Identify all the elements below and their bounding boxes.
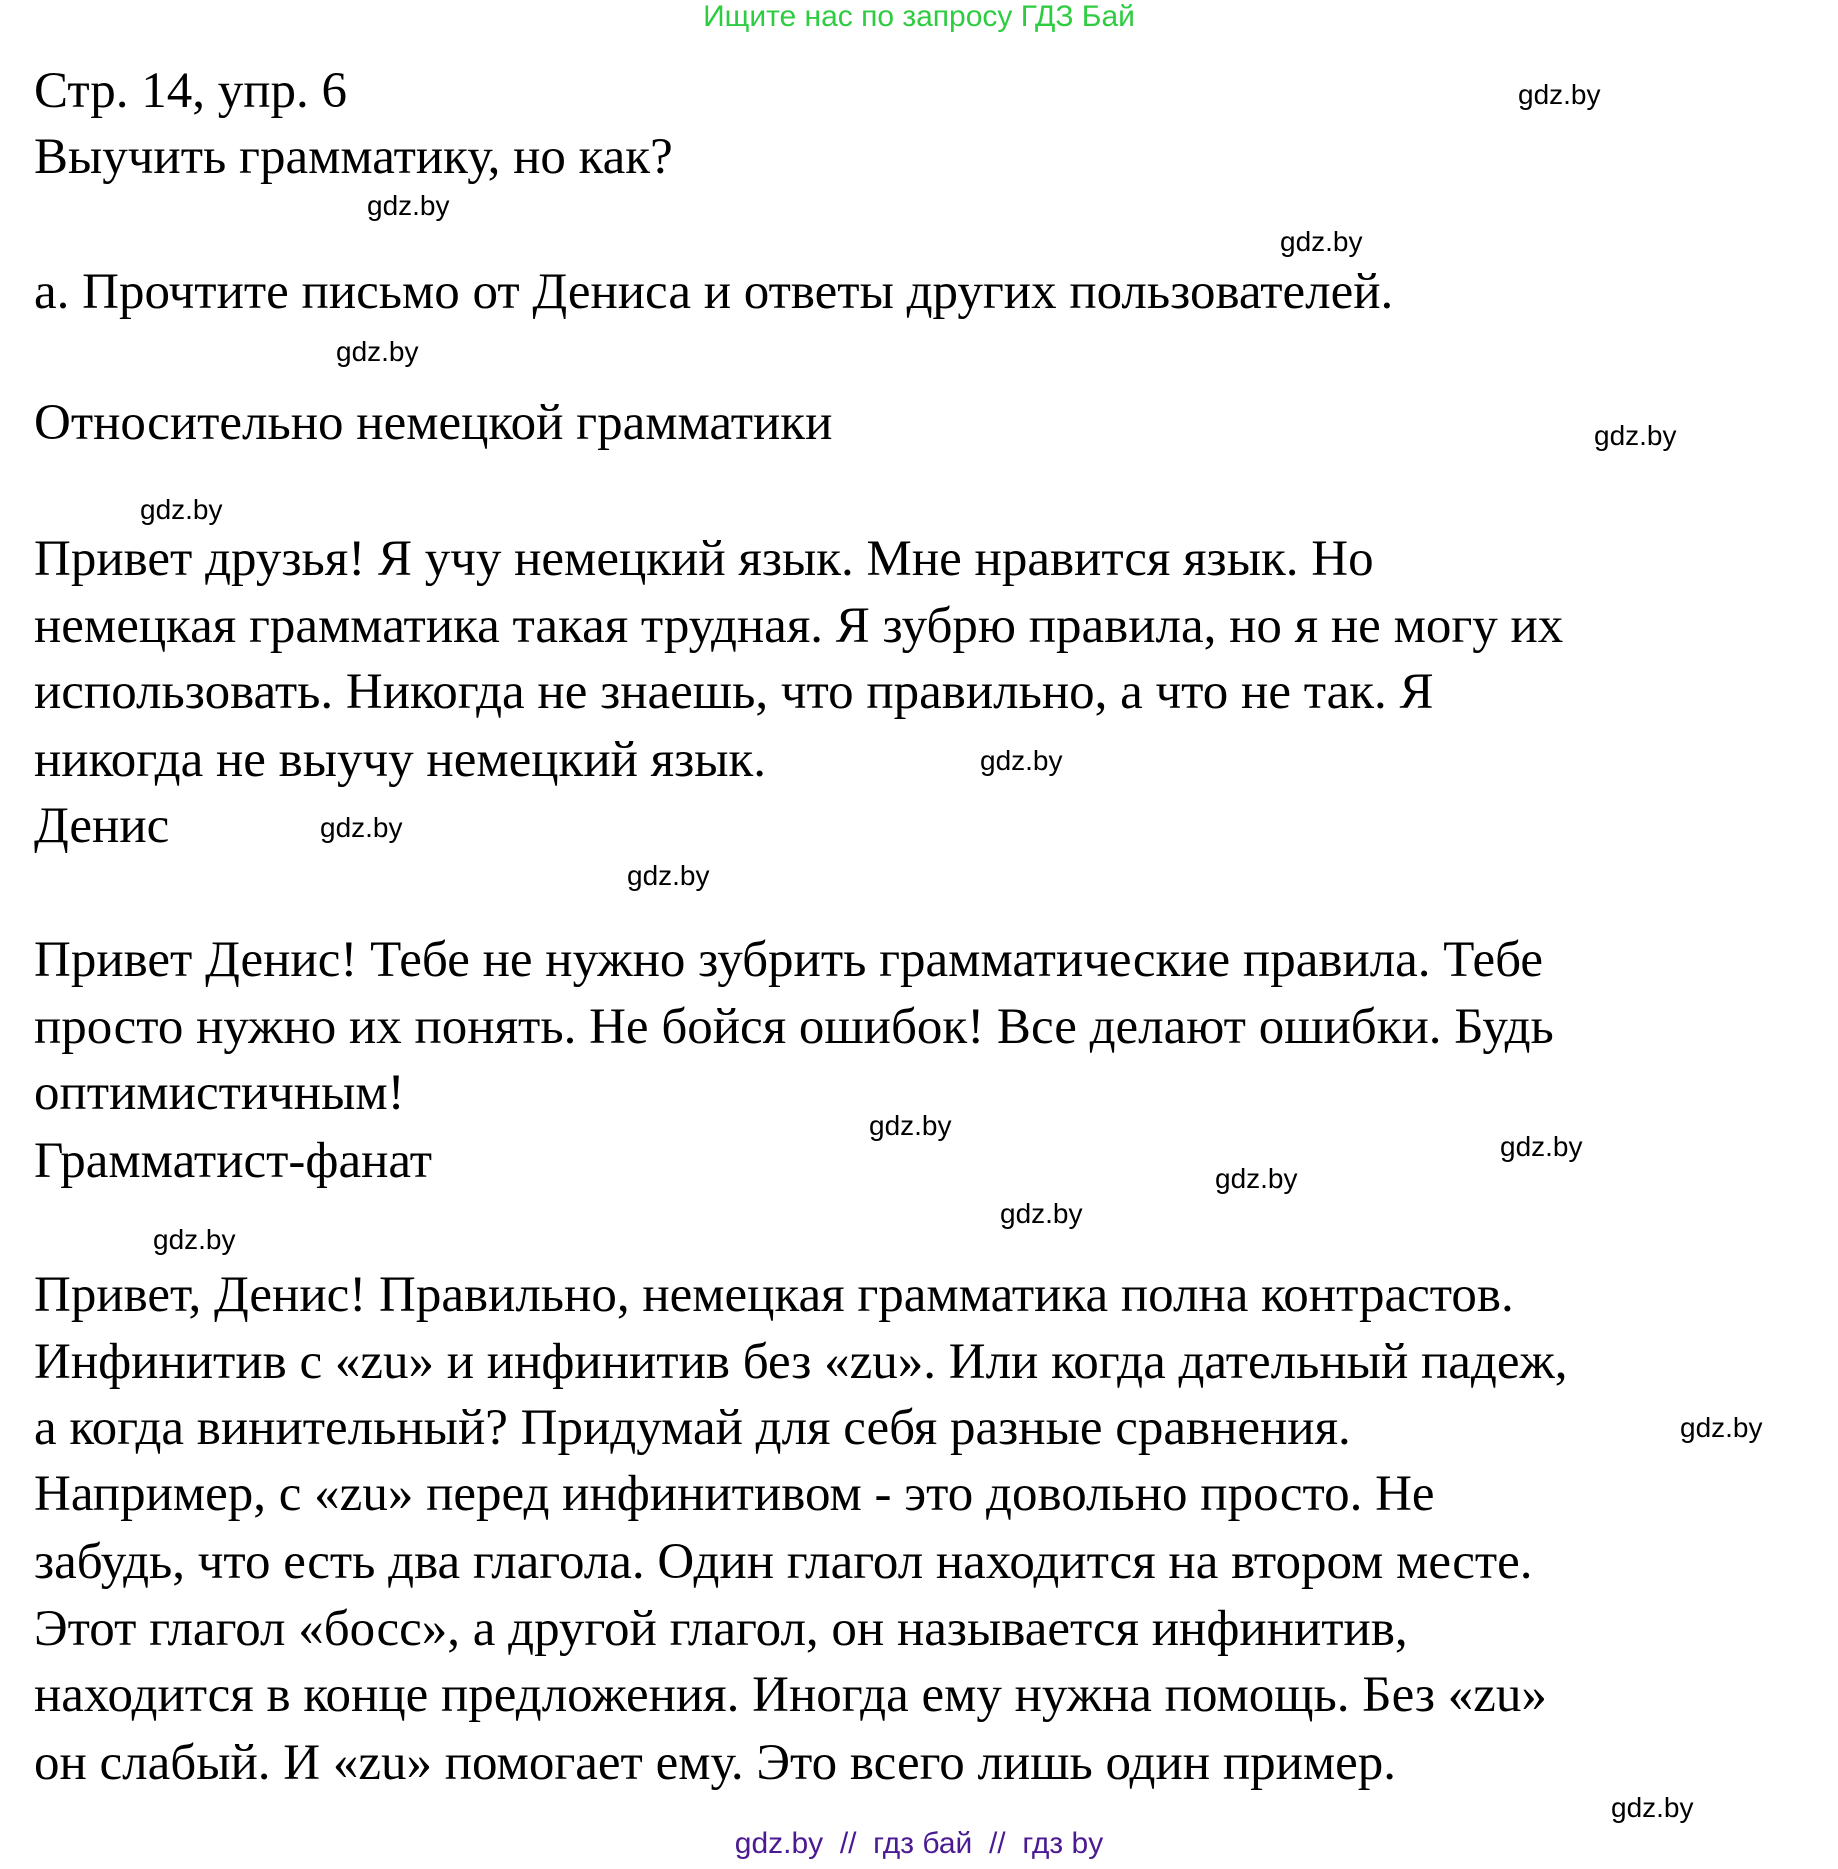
reply-line: он слабый. И «zu» помогает ему. Это всего лишь один пример. [34, 1735, 1397, 1791]
page-reference: Стр. 14, упр. 6 [34, 63, 348, 119]
reply-line: забудь, что есть два глагола. Один глагол находится на втором месте. [34, 1534, 1533, 1590]
reply-line: Привет Денис! Тебе не нужно зубрить грамматические правила. Тебе [34, 932, 1544, 988]
letter-line: никогда не выучу немецкий язык. [34, 732, 767, 788]
watermark: gdz.by [980, 745, 1063, 776]
task-text: а. Прочтите письмо от Дениса и ответы других пользователей. [34, 264, 1394, 320]
watermark: gdz.by [1518, 79, 1601, 110]
reply-line: Этот глагол «босс», а другой глагол, он называется инфинитив, [34, 1601, 1408, 1657]
reply-line: Привет, Денис! Правильно, немецкая грамматика полна контрастов. [34, 1267, 1514, 1323]
watermark: gdz.by [336, 336, 419, 367]
watermark: gdz.by [1500, 1131, 1583, 1162]
reply-line: просто нужно их понять. Не бойся ошибок! Все делают ошибки. Будь [34, 999, 1554, 1055]
letter-line: немецкая грамматика такая трудная. Я зубрю правила, но я не могу их [34, 598, 1564, 654]
reply-line: Инфинитив с «zu» и инфинитив без «zu». Или когда дательный падеж, [34, 1334, 1568, 1390]
reply-signature: Грамматист-фанат [34, 1133, 432, 1189]
watermark: gdz.by [1280, 226, 1363, 257]
letter-signature: Денис [34, 798, 170, 854]
reply-line: находится в конце предложения. Иногда ему нужна помощь. Без «zu» [34, 1667, 1547, 1723]
watermark: gdz.by [140, 494, 223, 525]
watermark: gdz.by [1000, 1198, 1083, 1229]
reply-line: оптимистичным! [34, 1065, 405, 1121]
watermark: gdz.by [320, 812, 403, 843]
footer-links[interactable]: gdz.by // гдз бай // гдз by [734, 1827, 1104, 1860]
watermark: gdz.by [367, 190, 450, 221]
reply-line: а когда винительный? Придумай для себя разные сравнения. [34, 1400, 1351, 1456]
watermark: gdz.by [869, 1110, 952, 1141]
letter-subject: Относительно немецкой грамматики [34, 395, 833, 451]
watermark: gdz.by [1611, 1792, 1694, 1823]
watermark: gdz.by [1594, 420, 1677, 451]
watermark: gdz.by [627, 860, 710, 891]
search-banner: Ищите нас по запросу ГДЗ Бай [703, 0, 1135, 33]
letter-line: использовать. Никогда не знаешь, что правильно, а что не так. Я [34, 664, 1434, 720]
watermark: gdz.by [153, 1224, 236, 1255]
letter-line: Привет друзья! Я учу немецкий язык. Мне нравится язык. Но [34, 531, 1374, 587]
watermark: gdz.by [1680, 1412, 1763, 1443]
page-title: Выучить грамматику, но как? [34, 129, 673, 185]
reply-line: Например, с «zu» перед инфинитивом - это довольно просто. Не [34, 1466, 1435, 1522]
watermark: gdz.by [1215, 1163, 1298, 1194]
